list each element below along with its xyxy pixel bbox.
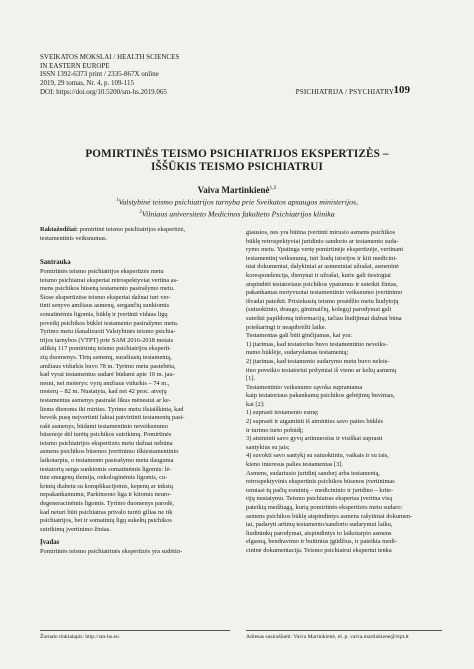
text-line: testamentinį veiksnumą, turi liudų istorijos ir kiti medicini- [246, 254, 398, 262]
author-affil-marks: 1,2 [269, 185, 277, 191]
text-line: elgseną, bendravimo ir buitinius įgūdžius, ir pateikta medi- [246, 538, 398, 546]
text-line: nepakankamumu, Parkinsono liga ir kitomis neuro- [40, 491, 172, 499]
affiliation-mark: 1 [115, 198, 119, 203]
footer-rule [40, 630, 230, 631]
text-line: tai, padaryti artimų testamento/sandorio sudarymui laiku, [246, 521, 393, 529]
text-line: atspindėti testatoriaus psichikos ypatumus ir suteikti žinias, [246, 280, 398, 288]
text-line: 2) įtarimas, kad testamento sudarymo metu buvo neleis- [246, 357, 390, 365]
affiliation-text: Vilniaus universiteto Medicinos fakulteto Psichiatrijos klinika [141, 209, 335, 219]
body-paragraph [246, 229, 442, 341]
text-line: Asmens, sudariusio juridinį sandorį arba testamentą, [246, 469, 380, 477]
summary-body [40, 268, 238, 534]
intro-body [40, 548, 238, 557]
text-line: rymo metu. Ypatinga vertę pomirtinėje ekspertizėje, vertinant [246, 246, 404, 254]
text-line: moterų – 82 m. Nustatyta, kad net 42 proc. atvejų [40, 388, 167, 396]
author [0, 185, 474, 195]
text-line: tine smegenų išemija, onkologinėmis ligomis, cu- [40, 474, 168, 482]
text-line: kad neturi būti psichiatras privalo turėti gilias ne tik [40, 508, 173, 516]
keywords-line: testamentinis veiksnumas. [40, 234, 108, 242]
text-line: išvadai pateikti. Prisiekusių teismo posėdžio metu liudytojų [246, 297, 399, 305]
body-list [246, 409, 442, 469]
journal-name-cont: IN EASTERN EUROPE [40, 61, 110, 70]
text-line: sutrikimų įvertinimo žinias. [40, 525, 111, 533]
text-line: 3) atsiminti savo gyvų artimuosius ir visiškai suprasti [246, 435, 383, 443]
text-line: asmens psichikos būklę atspindintys asmens rašytiniai dokumen- [246, 512, 413, 520]
text-line: testamentus asmenys pasirašė likus mėnesiui ar ke- [40, 396, 171, 404]
page-number: 109 [393, 84, 410, 96]
text-line: 1) suprasti testamento esmę; [246, 409, 319, 417]
journal-doi: DOI: https://doi.org/10.5200/sm-hs.2019.065 [40, 87, 167, 96]
text-line: numo būklėje, sudarydamas testamentą; [246, 349, 349, 357]
footer-website: Žurnalo tinklalapis: http://sm-hs.eu [40, 634, 119, 640]
text-line: ir turimo turto pobūdį; [246, 426, 304, 434]
text-line: poveikį psichikos būklei testamento pasirašymo metu. [40, 319, 179, 327]
text-line: būsenoje dėl turėtų psichikos sutrikimų. Pomirtinės [40, 431, 172, 439]
author-name: Vaiva Martinkienė [197, 185, 270, 195]
text-line: Pomirtinės teismo psichiatrijos ekspertizės metu [40, 268, 164, 275]
text-line: kad vyrai testamentus sudarė būdami apie 10 m. jau- [40, 371, 175, 379]
text-line: teismo psichiatrijos ekspertizės metu dažnai nebūna [40, 439, 173, 447]
title-line: POMIRTINĖS TEISMO PSICHIATRIJOS EKSPERTIZĖS – [85, 148, 389, 160]
text-line: [1]. [246, 375, 256, 383]
text-line: Šiose ekspertizėse teismo ekspertai dažnai turi ver- [40, 293, 171, 301]
text-line: Testamentas gali būti ginčijamas, kai yra: [246, 332, 353, 340]
text-line: pateiktą medžiagą, kurią pomirtinės ekspertizės metu sudaro: [246, 504, 403, 511]
body-paragraph [246, 470, 442, 556]
text-line: somatinėmis ligomis, būklę ir įvertinti vidaus ligų [40, 310, 168, 318]
footer-rule [246, 630, 442, 631]
footer-contact: Adresas susirašinėti: Vaiva Martinkienė, el. p. vaiva.martinkiene@vtpt.lt [246, 634, 409, 640]
text-line: Testamentinio veiksnumo sąvoka suprantama [246, 383, 363, 391]
affiliation [0, 196, 474, 208]
text-line: kai [2]: [246, 400, 265, 408]
text-line: laikotarpiu, o testamento pasirašymo metu dauguma [40, 457, 174, 465]
text-line: rijų nustatymu. Teismo psichiatras ekspertas įvertina visą [246, 495, 393, 503]
text-line: zių duomenys. Tirtų asmenų, surašiusių testamentą, [40, 353, 172, 361]
text-line: tinti senyvo amžiaus asmenų, sergančių sunkiomis [40, 302, 170, 310]
text-line: beveik pusę neįvertinti faktai patvirtinti testamentų pasi- [40, 414, 185, 422]
text-line: liudininkų parodymai, atspindintys to laikotarpio asmens [246, 529, 392, 537]
text-line: būklę retrospektyviai juridinio sandorio ar testamento suda- [246, 237, 399, 245]
text-line: testatorių serga sunkiomis somatinėmis ligomis: lė- [40, 465, 172, 473]
journal-volume: 2019, 29 tomas, Nr. 4, p. 109-115 [40, 79, 135, 88]
keywords [40, 226, 240, 243]
text-line: atliktų 117 pomirtinių teismo psichiatrijos ekspertī- [40, 345, 172, 353]
text-line: kieno interesus palies testamentas [3]. [246, 461, 344, 469]
text-line: 2) suprasti ir atgaminti iš atminties savo paties būklės [246, 418, 384, 426]
text-line: prieštaringi ir neapibrėžti laike. [246, 323, 327, 331]
text-line: trijos tarnybos (VTPT) prie SAM 2016-2018 metais [40, 336, 174, 344]
text-line: retrospektyvinis ekspertinis psichikos būsenos įvertinimas [246, 478, 395, 486]
text-line: niai dokumentai, dalykiniai ar asmeniniai užrašai, asmeninė [246, 263, 399, 271]
text-line: giausios, nes yra būtina įvertinti mirusio asmens psichikos [246, 229, 396, 236]
affiliations [0, 196, 474, 219]
text-line: pakankamas motyvuotai testamentinio veiksnumo įvertinimo [246, 289, 403, 297]
keywords-line [40, 226, 240, 235]
journal-info [40, 53, 179, 97]
text-line: nesni, nei moterys: vyrų amžiaus vidurkis – 74 m., [40, 379, 170, 387]
text-line: psichiatrijos, bet ir somatinių ligų sukeltų psichikos [40, 517, 172, 525]
text-line: 4) suvokti savo santykį su sutuoktiniu, vaikais ir su tais, [246, 452, 389, 460]
right-column [246, 229, 442, 556]
text-line: kaip testatoriaus pakankamų psichikos gebėjimų buvimas, [246, 392, 395, 400]
text-line: korespondencija, dienynai ir užrašai, kurie gali tiesiogiai [246, 271, 391, 279]
text-line: asmens psichikos būsenos įvertinimo iškiestamentinio [40, 448, 179, 456]
text-line: 1) įtarimas, kad testatorius buvo testamentinio neveiks- [246, 340, 388, 348]
text-line: (sutuoktinio, draugo, giminaičių, kolegų) parodymai gali [246, 306, 392, 314]
text-line: teismo psichiatrai ekspertai retrospektyviai vertina as- [40, 276, 179, 284]
body-list [246, 341, 442, 384]
text-line: suteikti papildomą informaciją, tačiau liudijimai dažnai būna [246, 314, 402, 322]
text-line: tino poveikio testatoriui požymiai iš vieno ar kelių asmenų [246, 366, 397, 374]
text-line: Pomirtinės teismo psichiatrinės ekspertizės yra sudėtin- [40, 548, 183, 556]
intro-heading: Įvadas [40, 539, 60, 547]
text-line: cininė dokumentacija. Teismo psichiatrui ekspertui tenka [246, 546, 392, 554]
journal-name: SVEIKATOS MOKSLAI / HEALTH SCIENCES [40, 53, 180, 61]
text-line: rašė asmenys, būdami testamentinio neveiksnumo [40, 422, 168, 430]
text-line: mens psichikos būseną testamento pasirašymo metu. [40, 285, 175, 293]
left-column [40, 258, 238, 557]
text-line: degeneracinėmis ligomis. Tyrimo duomenys parodė, [40, 500, 174, 508]
body-paragraph [246, 384, 442, 410]
keywords-label: Raktažodžiai: [40, 226, 78, 233]
text-line: amžiaus vidurkis buvo 78 m. Tyrimo metu pastebėta, [40, 362, 176, 370]
text-line: santykius su jais; [246, 443, 290, 451]
affiliation-mark: 2 [139, 209, 142, 215]
summary-heading: Santrauka [40, 259, 71, 266]
keywords-text: pomirtinė teismo psichiatrijos ekspertizė, [78, 226, 186, 233]
section-label: PSICHIATRIJA / PSYCHIATRY [295, 88, 394, 96]
text-line: krinių diabetu su komplikacijomis, kepenų ar inkstų [40, 482, 173, 490]
text-line: remiasi tų pačių esminių – medicininio ir juridino – krite- [246, 486, 394, 494]
text-line: liems dienoms iki mirties. Tyrimo metu išsiaiškinta, kad [40, 405, 184, 413]
text-line: Tyrimo metu išanalizuoti Valstybinės teismo psichia- [40, 328, 176, 336]
title-line: IŠŠŪKIS TEISMO PSICHIATRUI [151, 161, 323, 173]
journal-issn: ISSN 1392-6373 print / 2335-867X online [40, 70, 159, 79]
affiliation-text: Valstybinė teismo psichiatrijos tarnyba prie Sveikatos apsaugos ministerijos, [118, 197, 359, 207]
article-title [0, 148, 474, 174]
affiliation [0, 208, 474, 220]
